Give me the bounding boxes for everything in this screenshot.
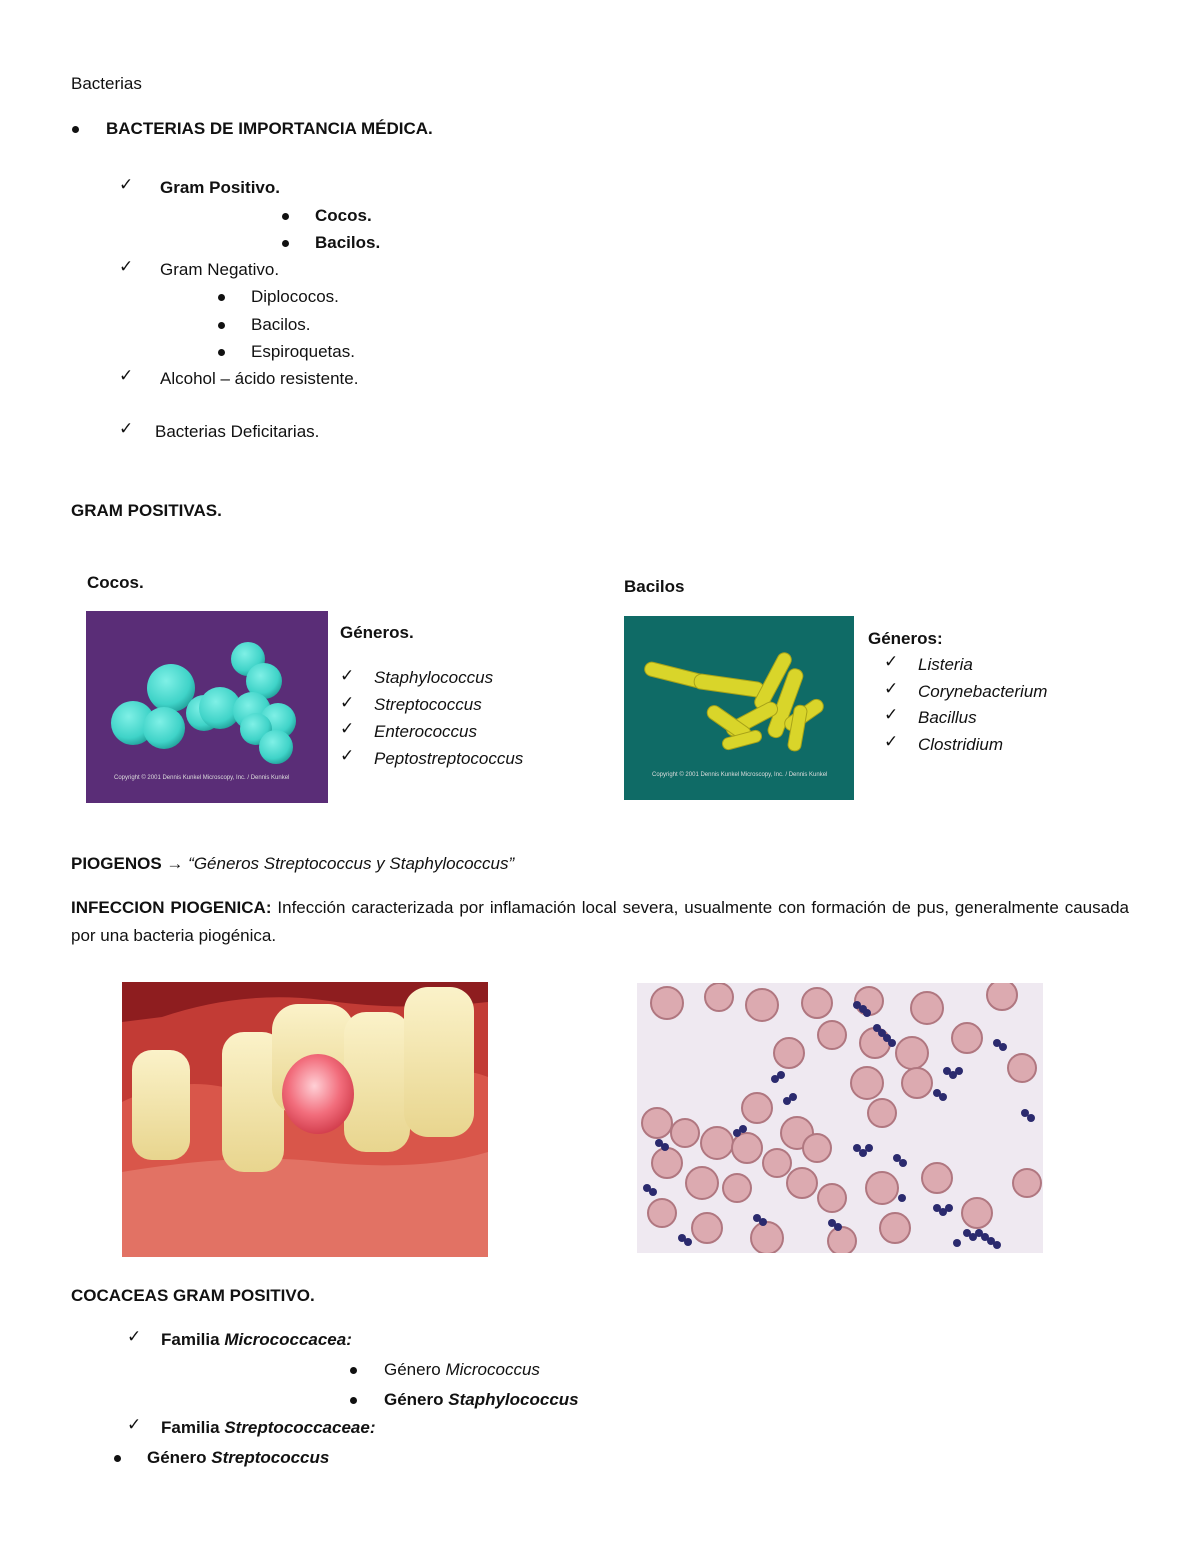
bullet-icon bbox=[282, 240, 289, 247]
checkmark-icon: ✓ bbox=[119, 257, 134, 276]
image-copyright: Copyright © 2001 Dennis Kunkel Microscopy, Inc. / Dennis Kunkel bbox=[652, 772, 828, 778]
genero-prefix: Género bbox=[384, 1360, 446, 1379]
checkmark-icon: ✓ bbox=[340, 719, 355, 738]
bullet-icon bbox=[218, 349, 225, 356]
cocos-genus-item: Peptostreptococcus bbox=[374, 749, 524, 768]
familia-micrococcacea bbox=[161, 1329, 352, 1351]
genero-name: Staphylococcus bbox=[448, 1390, 579, 1409]
gram-positive-label: Gram Positivo. bbox=[160, 178, 280, 197]
familia-name: Streptococcaceae: bbox=[224, 1418, 376, 1437]
bullet-icon bbox=[350, 1397, 357, 1404]
bacilos-label: Bacilos bbox=[624, 577, 685, 596]
blood-smear-micrograph bbox=[637, 983, 1043, 1253]
bullet-icon bbox=[218, 294, 225, 301]
gum-abscess-photo bbox=[122, 982, 488, 1257]
checkmark-icon: ✓ bbox=[340, 666, 355, 685]
cocos-label: Cocos. bbox=[87, 573, 144, 592]
document-title: Bacterias bbox=[71, 74, 142, 93]
acid-fast-label: Alcohol – ácido resistente. bbox=[160, 369, 359, 388]
cocci-micrograph bbox=[86, 611, 328, 803]
bullet-icon bbox=[114, 1455, 121, 1462]
gram-negative-item: Bacilos. bbox=[251, 315, 311, 334]
checkmark-icon: ✓ bbox=[119, 419, 134, 438]
gram-negative-item: Diplococos. bbox=[251, 287, 339, 306]
bacilos-genus-item: Listeria bbox=[918, 655, 973, 674]
infeccion-paragraph bbox=[71, 894, 1129, 950]
infeccion-label: INFECCION PIOGENICA: bbox=[71, 898, 272, 917]
genero-prefix: Género bbox=[384, 1390, 449, 1409]
gram-negative-label: Gram Negativo. bbox=[160, 260, 280, 279]
piogenos-line bbox=[71, 853, 514, 875]
bullet-icon bbox=[72, 126, 79, 133]
familia-name: Micrococcacea: bbox=[224, 1330, 352, 1349]
gum-illustration bbox=[122, 982, 488, 1257]
gram-positive-item: Bacilos. bbox=[315, 233, 381, 252]
checkmark-icon: ✓ bbox=[884, 732, 899, 751]
infeccion-text: Infección caracterizada por inflamación local severa, usualmente con formación de pus, generalmente causada por una bacteria piogénica. bbox=[71, 898, 1129, 945]
cocos-generos-label: Géneros. bbox=[340, 623, 414, 642]
piogenos-text: “Géneros Streptococcus y Staphylococcus” bbox=[188, 854, 515, 873]
bullet-icon bbox=[282, 213, 289, 220]
gram-negative-item: Espiroquetas. bbox=[251, 342, 355, 361]
gram-positive-item: Cocos. bbox=[315, 206, 372, 225]
bacilos-genus-item: Clostridium bbox=[918, 735, 1004, 754]
cocaceas-heading: COCACEAS GRAM POSITIVO. bbox=[71, 1286, 315, 1305]
checkmark-icon: ✓ bbox=[127, 1327, 142, 1346]
checkmark-icon: ✓ bbox=[119, 175, 134, 194]
deficient-label: Bacterias Deficitarias. bbox=[155, 422, 320, 441]
piogenos-label: PIOGENOS bbox=[71, 854, 162, 873]
bacilli-micrograph bbox=[624, 616, 854, 800]
bullet-icon bbox=[218, 322, 225, 329]
checkmark-icon: ✓ bbox=[127, 1415, 142, 1434]
checkmark-icon: ✓ bbox=[340, 746, 355, 765]
genero-name: Streptococcus bbox=[211, 1448, 330, 1467]
cocos-genus-item: Streptococcus bbox=[374, 695, 482, 714]
cocos-genus-item: Staphylococcus bbox=[374, 668, 494, 687]
checkmark-icon: ✓ bbox=[884, 652, 899, 671]
familia-streptococcaceae bbox=[161, 1417, 376, 1439]
main-heading: BACTERIAS DE IMPORTANCIA MÉDICA. bbox=[106, 119, 433, 138]
bacilos-generos-label: Géneros: bbox=[868, 629, 943, 648]
genero-micrococcus bbox=[384, 1359, 540, 1381]
image-copyright: Copyright © 2001 Dennis Kunkel Microscopy, Inc. / Dennis Kunkel bbox=[114, 775, 290, 781]
genero-streptococcus bbox=[147, 1447, 329, 1469]
arrow-right-icon: → bbox=[166, 854, 184, 873]
gram-positivas-heading: GRAM POSITIVAS. bbox=[71, 501, 222, 520]
bullet-icon bbox=[350, 1367, 357, 1374]
bacilos-genus-item: Bacillus bbox=[918, 708, 977, 727]
bacilos-genus-item: Corynebacterium bbox=[918, 682, 1048, 701]
checkmark-icon: ✓ bbox=[340, 693, 355, 712]
checkmark-icon: ✓ bbox=[884, 679, 899, 698]
checkmark-icon: ✓ bbox=[119, 366, 134, 385]
cocos-genus-item: Enterococcus bbox=[374, 722, 477, 741]
genero-prefix: Género bbox=[147, 1448, 212, 1467]
familia-prefix: Familia bbox=[161, 1418, 225, 1437]
familia-prefix: Familia bbox=[161, 1330, 225, 1349]
genero-name: Micrococcus bbox=[445, 1360, 540, 1379]
smear-illustration bbox=[637, 983, 1043, 1253]
checkmark-icon: ✓ bbox=[884, 705, 899, 724]
genero-staphylococcus bbox=[384, 1389, 579, 1411]
